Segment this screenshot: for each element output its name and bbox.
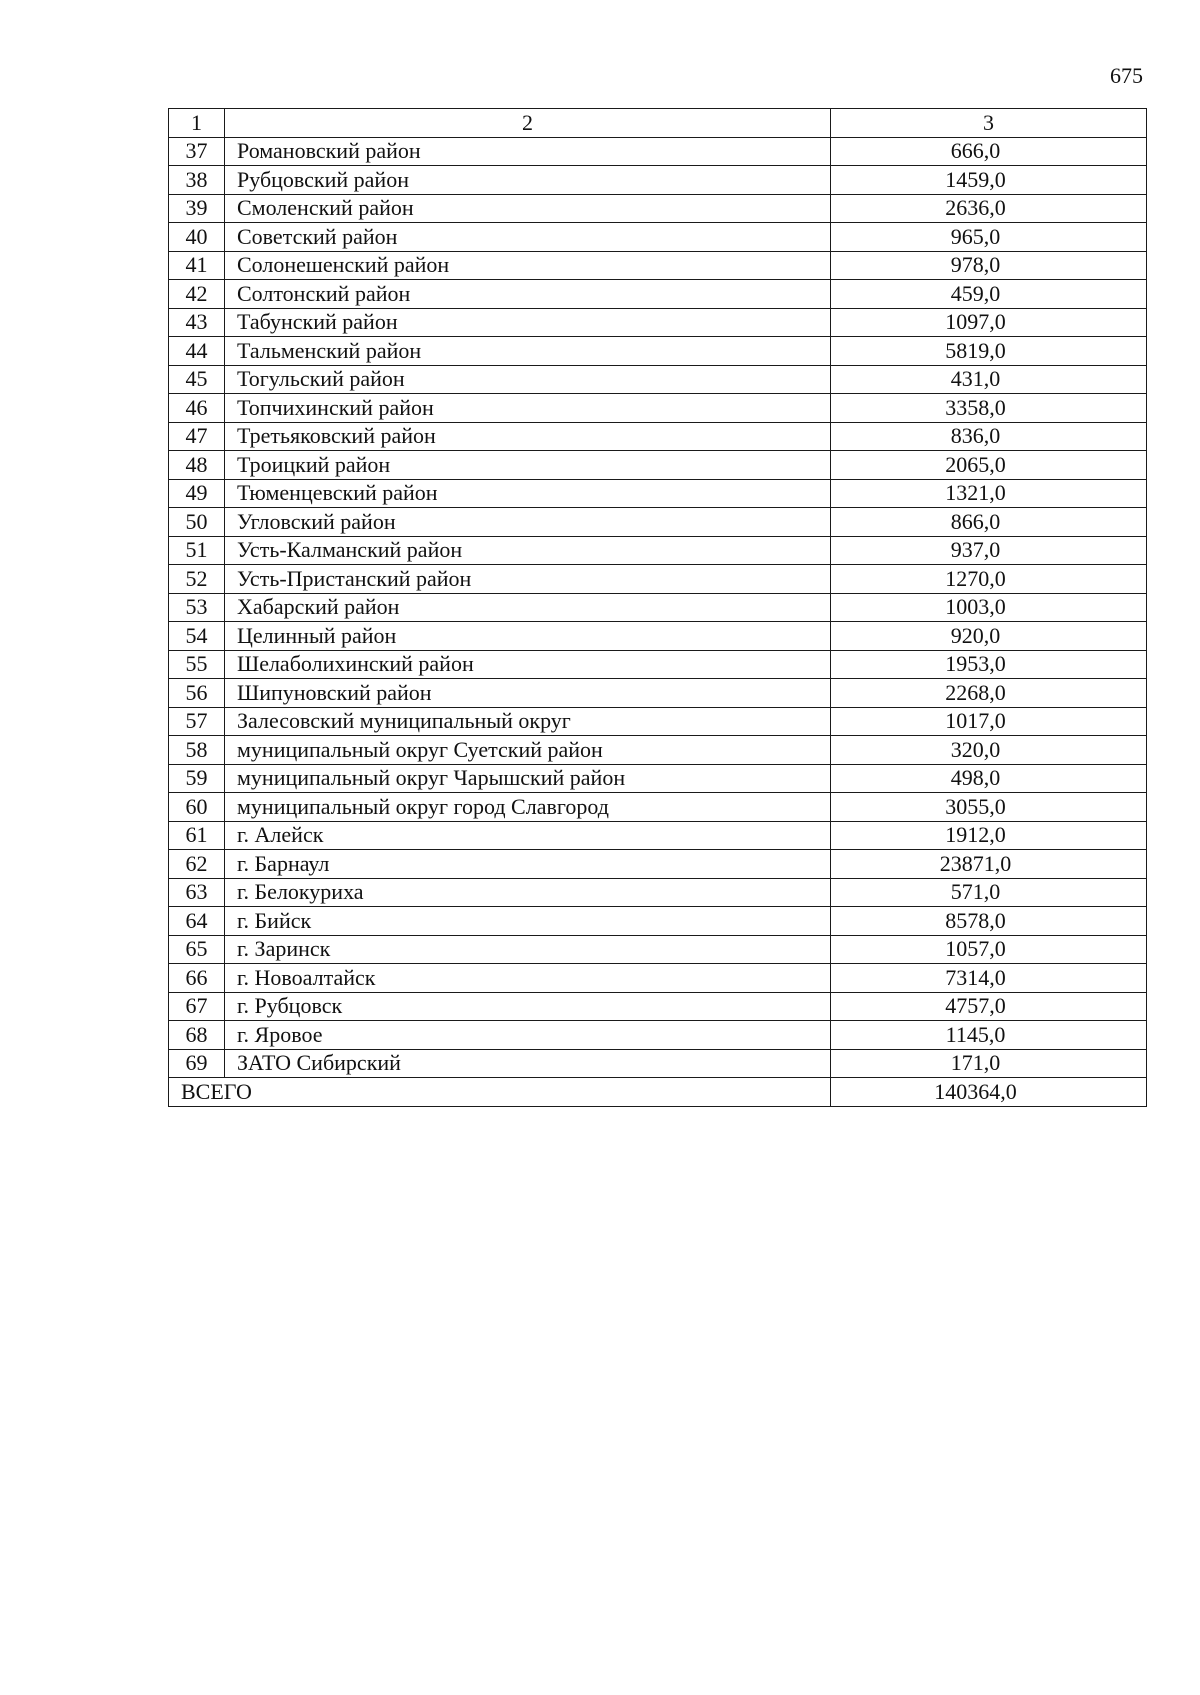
table-row xyxy=(169,166,1147,195)
row-name-cell: г. Белокуриха xyxy=(225,878,831,907)
row-number-cell: 47 xyxy=(169,422,225,451)
row-name-cell: ЗАТО Сибирский xyxy=(225,1049,831,1078)
row-name-cell: Рубцовский район xyxy=(225,166,831,195)
row-value-cell: 3358,0 xyxy=(831,394,1147,423)
row-number-cell: 37 xyxy=(169,137,225,166)
row-number-cell: 54 xyxy=(169,622,225,651)
row-name-cell: Советский район xyxy=(225,223,831,252)
row-value-cell: 571,0 xyxy=(831,878,1147,907)
row-value-cell: 431,0 xyxy=(831,365,1147,394)
row-name-cell: Тюменцевский район xyxy=(225,479,831,508)
row-value-cell: 666,0 xyxy=(831,137,1147,166)
row-value-cell: 7314,0 xyxy=(831,964,1147,993)
row-number-cell: 53 xyxy=(169,593,225,622)
table-row xyxy=(169,365,1147,394)
row-number-cell: 60 xyxy=(169,793,225,822)
row-value-cell: 937,0 xyxy=(831,536,1147,565)
row-value-cell: 23871,0 xyxy=(831,850,1147,879)
row-number-cell: 56 xyxy=(169,679,225,708)
row-value-cell: 2636,0 xyxy=(831,194,1147,223)
row-value-cell: 1270,0 xyxy=(831,565,1147,594)
row-name-cell: муниципальный округ город Славгород xyxy=(225,793,831,822)
row-value-cell: 2065,0 xyxy=(831,451,1147,480)
row-value-cell: 1003,0 xyxy=(831,593,1147,622)
table-row xyxy=(169,137,1147,166)
table-row xyxy=(169,707,1147,736)
row-value-cell: 920,0 xyxy=(831,622,1147,651)
table-row xyxy=(169,964,1147,993)
row-value-cell: 498,0 xyxy=(831,764,1147,793)
row-name-cell: Романовский район xyxy=(225,137,831,166)
row-name-cell: Солонешенский район xyxy=(225,251,831,280)
table-row xyxy=(169,194,1147,223)
row-value-cell: 836,0 xyxy=(831,422,1147,451)
row-name-cell: Хабарский район xyxy=(225,593,831,622)
row-number-cell: 41 xyxy=(169,251,225,280)
row-name-cell: Табунский район xyxy=(225,308,831,337)
row-name-cell: г. Заринск xyxy=(225,935,831,964)
table-row xyxy=(169,251,1147,280)
row-number-cell: 68 xyxy=(169,1021,225,1050)
row-number-cell: 50 xyxy=(169,508,225,537)
table-row xyxy=(169,935,1147,964)
table-row xyxy=(169,508,1147,537)
table-total-row xyxy=(169,1078,1147,1107)
table-body xyxy=(169,137,1147,1078)
row-name-cell: г. Барнаул xyxy=(225,850,831,879)
row-number-cell: 38 xyxy=(169,166,225,195)
row-number-cell: 59 xyxy=(169,764,225,793)
row-name-cell: г. Рубцовск xyxy=(225,992,831,1021)
table-row xyxy=(169,764,1147,793)
table-row xyxy=(169,223,1147,252)
row-value-cell: 2268,0 xyxy=(831,679,1147,708)
row-value-cell: 459,0 xyxy=(831,280,1147,309)
table-row xyxy=(169,308,1147,337)
column-header-value: 3 xyxy=(831,109,1147,138)
row-number-cell: 63 xyxy=(169,878,225,907)
row-number-cell: 64 xyxy=(169,907,225,936)
row-name-cell: Угловский район xyxy=(225,508,831,537)
row-number-cell: 46 xyxy=(169,394,225,423)
table-row xyxy=(169,451,1147,480)
table-row xyxy=(169,821,1147,850)
row-number-cell: 62 xyxy=(169,850,225,879)
row-value-cell: 1017,0 xyxy=(831,707,1147,736)
table-row xyxy=(169,280,1147,309)
row-name-cell: Усть-Пристанский район xyxy=(225,565,831,594)
row-name-cell: Смоленский район xyxy=(225,194,831,223)
row-number-cell: 42 xyxy=(169,280,225,309)
row-value-cell: 1953,0 xyxy=(831,650,1147,679)
table-row xyxy=(169,422,1147,451)
row-number-cell: 65 xyxy=(169,935,225,964)
table-row xyxy=(169,593,1147,622)
total-value: 140364,0 xyxy=(831,1078,1147,1107)
table-row xyxy=(169,907,1147,936)
table-row xyxy=(169,736,1147,765)
row-name-cell: Третьяковский район xyxy=(225,422,831,451)
table-row xyxy=(169,337,1147,366)
row-value-cell: 320,0 xyxy=(831,736,1147,765)
row-value-cell: 1459,0 xyxy=(831,166,1147,195)
row-number-cell: 43 xyxy=(169,308,225,337)
row-value-cell: 978,0 xyxy=(831,251,1147,280)
table-header-row xyxy=(169,109,1147,138)
table-row xyxy=(169,850,1147,879)
row-name-cell: Топчихинский район xyxy=(225,394,831,423)
table-row xyxy=(169,1021,1147,1050)
row-value-cell: 5819,0 xyxy=(831,337,1147,366)
table-row xyxy=(169,1049,1147,1078)
row-number-cell: 40 xyxy=(169,223,225,252)
row-number-cell: 69 xyxy=(169,1049,225,1078)
column-header-number: 1 xyxy=(169,109,225,138)
row-number-cell: 52 xyxy=(169,565,225,594)
table-row xyxy=(169,565,1147,594)
row-number-cell: 67 xyxy=(169,992,225,1021)
row-name-cell: г. Яровое xyxy=(225,1021,831,1050)
row-value-cell: 1321,0 xyxy=(831,479,1147,508)
row-value-cell: 4757,0 xyxy=(831,992,1147,1021)
row-name-cell: Солтонский район xyxy=(225,280,831,309)
allocation-table xyxy=(168,108,1147,1107)
total-label: ВСЕГО xyxy=(169,1078,831,1107)
row-number-cell: 66 xyxy=(169,964,225,993)
row-value-cell: 1097,0 xyxy=(831,308,1147,337)
row-number-cell: 57 xyxy=(169,707,225,736)
row-name-cell: Целинный район xyxy=(225,622,831,651)
row-value-cell: 1145,0 xyxy=(831,1021,1147,1050)
row-value-cell: 866,0 xyxy=(831,508,1147,537)
table-row xyxy=(169,394,1147,423)
row-number-cell: 58 xyxy=(169,736,225,765)
row-name-cell: муниципальный округ Чарышский район xyxy=(225,764,831,793)
row-number-cell: 39 xyxy=(169,194,225,223)
row-name-cell: муниципальный округ Суетский район xyxy=(225,736,831,765)
row-name-cell: Тогульский район xyxy=(225,365,831,394)
column-header-name: 2 xyxy=(225,109,831,138)
row-name-cell: Троицкий район xyxy=(225,451,831,480)
row-value-cell: 3055,0 xyxy=(831,793,1147,822)
table-row xyxy=(169,650,1147,679)
row-value-cell: 1057,0 xyxy=(831,935,1147,964)
row-value-cell: 8578,0 xyxy=(831,907,1147,936)
table-row xyxy=(169,536,1147,565)
table-row xyxy=(169,622,1147,651)
row-name-cell: Залесовский муниципальный округ xyxy=(225,707,831,736)
table-row xyxy=(169,679,1147,708)
page-number: 675 xyxy=(1110,63,1143,88)
row-name-cell: Шипуновский район xyxy=(225,679,831,708)
row-number-cell: 51 xyxy=(169,536,225,565)
row-number-cell: 48 xyxy=(169,451,225,480)
row-number-cell: 61 xyxy=(169,821,225,850)
row-name-cell: Шелаболихинский район xyxy=(225,650,831,679)
row-number-cell: 44 xyxy=(169,337,225,366)
row-value-cell: 1912,0 xyxy=(831,821,1147,850)
row-value-cell: 171,0 xyxy=(831,1049,1147,1078)
row-name-cell: г. Бийск xyxy=(225,907,831,936)
table-row xyxy=(169,793,1147,822)
row-number-cell: 45 xyxy=(169,365,225,394)
row-name-cell: г. Новоалтайск xyxy=(225,964,831,993)
row-name-cell: г. Алейск xyxy=(225,821,831,850)
table-row xyxy=(169,992,1147,1021)
table-row xyxy=(169,878,1147,907)
row-number-cell: 49 xyxy=(169,479,225,508)
row-name-cell: Усть-Калманский район xyxy=(225,536,831,565)
row-number-cell: 55 xyxy=(169,650,225,679)
table-row xyxy=(169,479,1147,508)
row-name-cell: Тальменский район xyxy=(225,337,831,366)
row-value-cell: 965,0 xyxy=(831,223,1147,252)
